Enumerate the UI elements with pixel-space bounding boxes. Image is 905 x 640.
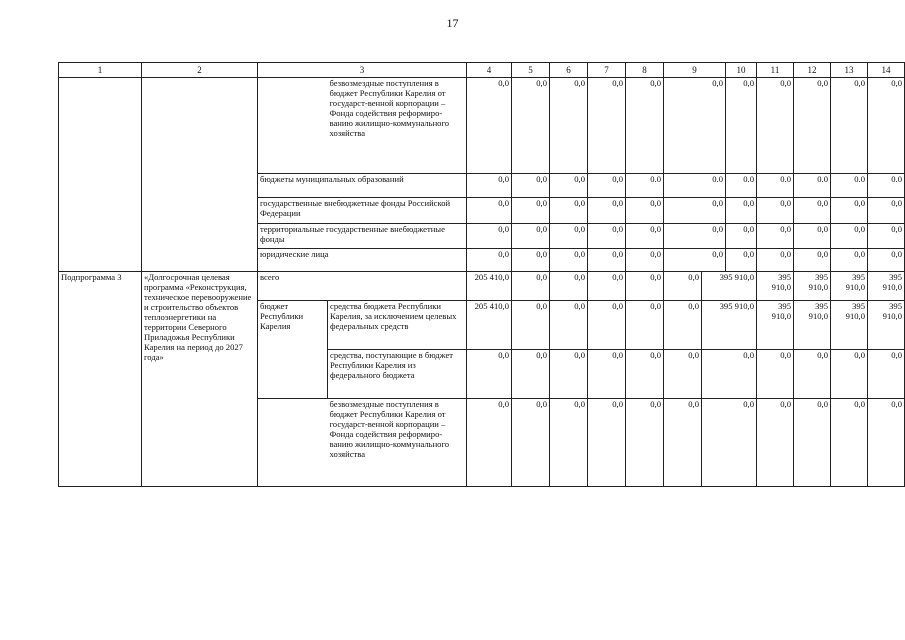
header-cell: 7 — [588, 63, 626, 78]
header-cell: 1 — [59, 63, 142, 78]
value-cell: 395 910,0 — [702, 272, 757, 301]
value-cell: 0,0 — [664, 78, 726, 174]
header-cell: 12 — [794, 63, 831, 78]
value-cell: 0,0 — [626, 399, 664, 487]
value-cell: 0,0 — [664, 301, 702, 350]
value-cell: 395 910,0 — [831, 272, 868, 301]
header-cell: 2 — [142, 63, 258, 78]
value-cell: 0,0 — [868, 78, 905, 174]
value-cell: 0,0 — [626, 198, 664, 224]
header-cell: 14 — [868, 63, 905, 78]
value-cell: 395 910,0 — [868, 301, 905, 350]
value-cell: 0,0 — [794, 399, 831, 487]
value-cell: 0,0 — [550, 249, 588, 272]
value-cell: 0,0 — [868, 249, 905, 272]
header-cell: 5 — [512, 63, 550, 78]
source-label: территориальные государственные внебюджетные фонды — [258, 224, 467, 249]
value-cell: 0,0 — [757, 249, 794, 272]
header-cell: 3 — [258, 63, 467, 78]
value-cell: 0,0 — [702, 350, 757, 399]
source-label: безвозмездные поступления в бюджет Республики Карелия от государст-венной корпорации – Фонда содействия реформиро-ванию жилищно-коммунального хозяйства — [328, 399, 467, 487]
value-cell: 0,0 — [831, 350, 868, 399]
subprogram-title-cell — [142, 78, 258, 272]
header-cell: 10 — [726, 63, 757, 78]
table-row — [59, 78, 905, 174]
value-cell: 0,0 — [794, 350, 831, 399]
value-cell: 395 910,0 — [794, 301, 831, 350]
source-label: юридические лица — [258, 249, 467, 272]
value-cell: 0,0 — [831, 224, 868, 249]
subprogram-code-cell — [59, 78, 142, 272]
value-cell: 0,0 — [664, 272, 702, 301]
value-cell: 0,0 — [664, 224, 726, 249]
value-cell: 0,0 — [467, 399, 512, 487]
value-cell: 0.0 — [726, 174, 757, 198]
value-cell: 0,0 — [726, 249, 757, 272]
value-cell: 0,0 — [757, 224, 794, 249]
source-label: средства, поступающие в бюджет Республики Карелия из федерального бюджета — [328, 350, 467, 399]
value-cell: 0,0 — [512, 224, 550, 249]
source-group-cell — [258, 399, 328, 487]
value-cell: 0,0 — [831, 399, 868, 487]
value-cell: 0,0 — [664, 399, 702, 487]
value-cell: 0.0 — [831, 174, 868, 198]
value-cell: 0,0 — [757, 350, 794, 399]
value-cell: 0,0 — [626, 301, 664, 350]
value-cell: 0,0 — [467, 350, 512, 399]
value-cell: 0,0 — [702, 399, 757, 487]
value-cell: 0,0 — [550, 78, 588, 174]
value-cell: 0,0 — [868, 198, 905, 224]
value-cell: 0.0 — [626, 174, 664, 198]
value-cell: 395 910,0 — [757, 272, 794, 301]
value-cell: 0,0 — [550, 399, 588, 487]
value-cell: 0,0 — [550, 198, 588, 224]
value-cell: 0,0 — [626, 249, 664, 272]
value-cell: 0,0 — [588, 399, 626, 487]
value-cell: 395 910,0 — [831, 301, 868, 350]
value-cell: 205 410,0 — [467, 301, 512, 350]
value-cell: 0,0 — [467, 78, 512, 174]
value-cell: 0.0 — [664, 174, 726, 198]
source-label: бюджеты муниципальных образований — [258, 174, 467, 198]
value-cell: 0.0 — [868, 174, 905, 198]
header-cell: 6 — [550, 63, 588, 78]
source-label: государственные внебюджетные фонды Российской Федерации — [258, 198, 467, 224]
value-cell: 0.0 — [794, 174, 831, 198]
value-cell: 0,0 — [794, 198, 831, 224]
value-cell: 0,0 — [512, 272, 550, 301]
value-cell: 0,0 — [794, 249, 831, 272]
header-cell: 13 — [831, 63, 868, 78]
table-row — [59, 272, 905, 301]
value-cell: 0,0 — [831, 249, 868, 272]
header-cell: 8 — [626, 63, 664, 78]
subprogram-code: Подпрограмма 3 — [59, 272, 142, 487]
value-cell: 0,0 — [467, 249, 512, 272]
value-cell: 395 910,0 — [794, 272, 831, 301]
value-cell: 0,0 — [726, 224, 757, 249]
value-cell: 0,0 — [868, 350, 905, 399]
header-cell: 9 — [664, 63, 726, 78]
source-label: безвозмездные поступления в бюджет Республики Карелия от государст-венной корпорации – Фонда содействия реформиро-ванию жилищно-коммунального хозяйства — [328, 78, 467, 174]
value-cell: 0,0 — [550, 174, 588, 198]
value-cell: 0,0 — [726, 198, 757, 224]
source-label: средства бюджета Республики Карелия, за исключением целевых федеральных средств — [328, 301, 467, 350]
header-row — [59, 63, 905, 78]
source-group-cell — [258, 78, 328, 174]
value-cell: 0,0 — [512, 198, 550, 224]
value-cell: 0,0 — [588, 301, 626, 350]
value-cell: 0,0 — [588, 174, 626, 198]
value-cell: 0,0 — [512, 78, 550, 174]
header-cell: 11 — [757, 63, 794, 78]
source-label: всего — [258, 272, 467, 301]
value-cell: 0.0 — [757, 174, 794, 198]
value-cell: 0,0 — [467, 174, 512, 198]
value-cell: 0,0 — [512, 350, 550, 399]
value-cell: 0,0 — [626, 224, 664, 249]
value-cell: 0,0 — [626, 78, 664, 174]
value-cell: 0,0 — [512, 174, 550, 198]
value-cell: 0,0 — [726, 78, 757, 174]
value-cell: 0,0 — [550, 301, 588, 350]
value-cell: 0,0 — [757, 78, 794, 174]
value-cell: 0,0 — [588, 78, 626, 174]
value-cell: 0,0 — [757, 399, 794, 487]
value-cell: 0,0 — [467, 198, 512, 224]
value-cell: 0,0 — [588, 249, 626, 272]
value-cell: 0,0 — [626, 350, 664, 399]
value-cell: 0,0 — [757, 198, 794, 224]
subprogram-title: «Долгосрочная целевая программа «Реконструкция, техническое перевооружение и строительство объектов теплоэнергетики на территории Северного Приладожья Республики Карелия на период до 2027 года» — [142, 272, 258, 487]
value-cell: 0,0 — [664, 198, 726, 224]
value-cell: 395 910,0 — [757, 301, 794, 350]
value-cell: 0,0 — [831, 78, 868, 174]
value-cell: 0,0 — [868, 399, 905, 487]
value-cell: 0,0 — [512, 301, 550, 350]
value-cell: 0,0 — [467, 224, 512, 249]
value-cell: 0,0 — [794, 78, 831, 174]
value-cell: 0,0 — [626, 272, 664, 301]
value-cell: 0,0 — [868, 224, 905, 249]
value-cell: 0,0 — [550, 272, 588, 301]
value-cell: 0,0 — [794, 224, 831, 249]
value-cell: 0,0 — [831, 198, 868, 224]
page-number: 17 — [446, 16, 459, 30]
source-group-label: бюджет Республики Карелия — [258, 301, 328, 399]
header-cell: 4 — [467, 63, 512, 78]
value-cell: 0,0 — [588, 350, 626, 399]
value-cell: 0,0 — [588, 198, 626, 224]
value-cell: 395 910,0 — [702, 301, 757, 350]
budget-table — [58, 62, 905, 487]
value-cell: 395 910,0 — [868, 272, 905, 301]
value-cell: 0,0 — [550, 224, 588, 249]
value-cell: 0,0 — [512, 399, 550, 487]
value-cell: 0,0 — [588, 224, 626, 249]
value-cell: 205 410,0 — [467, 272, 512, 301]
value-cell: 0,0 — [512, 249, 550, 272]
value-cell: 0,0 — [588, 272, 626, 301]
value-cell: 0,0 — [664, 350, 702, 399]
value-cell: 0,0 — [664, 249, 726, 272]
value-cell: 0,0 — [550, 350, 588, 399]
